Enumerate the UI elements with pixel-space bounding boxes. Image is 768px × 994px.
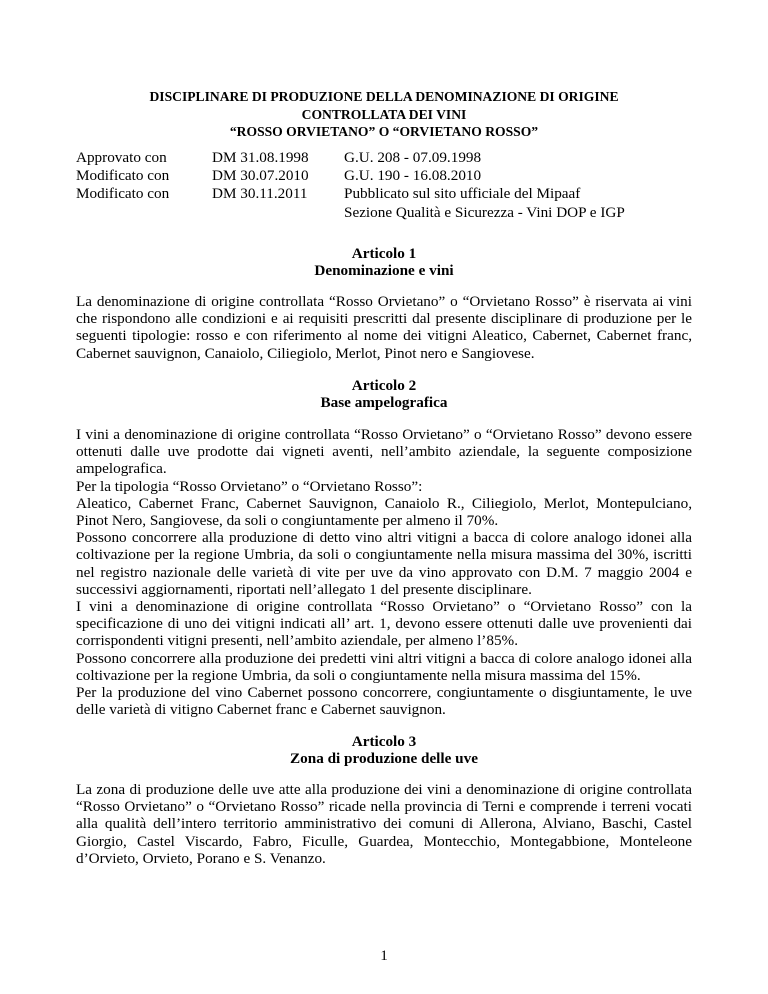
title-line-1: DISCIPLINARE DI PRODUZIONE DELLA DENOMINAZIONE DI ORIGINE xyxy=(149,89,619,104)
page-number: 1 xyxy=(380,947,388,964)
article-2-heading xyxy=(76,377,692,411)
approval-row xyxy=(76,167,692,185)
approval-row xyxy=(76,204,692,222)
article-title: Zona di produzione delle uve xyxy=(290,750,478,768)
article-title: Denominazione e vini xyxy=(314,262,454,280)
article-3-body xyxy=(76,781,692,867)
article-number: Articolo 2 xyxy=(351,377,417,394)
approval-row xyxy=(76,149,692,167)
approval-label: Modificato con xyxy=(76,185,170,203)
document-title xyxy=(76,88,692,141)
paragraph: La zona di produzione delle uve atte alla produzione dei vini a denominazione di origine controllata “Rosso Orvietano” o “Orvietano Rosso” ricade nella provincia di Terni e comprende i terreni vocati alla qualità dell’intero territorio amministrativo dei comuni di Allerona, Alviano, Baschi, Castel Giorgio, Castel Viscardo, Fabro, Ficulle, Guardea, Montecchio, Montegabbione, Monteleone d’Orvieto, Orvieto, Porano e S. Venanzo. xyxy=(76,781,692,867)
title-line-2: CONTROLLATA DEI VINI xyxy=(301,106,467,122)
article-number: Articolo 3 xyxy=(351,733,417,750)
approval-label: Modificato con xyxy=(76,167,170,185)
article-1-body xyxy=(76,293,692,362)
paragraph: I vini a denominazione di origine controllata “Rosso Orvietano” o “Orvietano Rosso” devono essere ottenuti dalle uve prodotte dai vigneti aventi, nell’ambito aziendale, la seguente composizione ampelografica. xyxy=(76,426,692,478)
approval-note: G.U. 208 - 07.09.1998 xyxy=(344,149,482,166)
approval-decree: DM 31.08.1998 xyxy=(212,149,309,166)
paragraph: Possono concorrere alla produzione di detto vino altri vitigni a bacca di colore analogo idonei alla coltivazione per la regione Umbria, da soli o congiuntamente nella misura massima del 30%, iscritti nel registro nazionale delle varietà di vite per uve da vino approvato con D.M. 7 maggio 2004 e successivi aggiornamenti, riportati nell’allegato 1 del presente disciplinare. xyxy=(76,529,692,598)
article-2-body-b xyxy=(76,598,692,718)
article-title: Base ampelografica xyxy=(320,394,448,412)
approval-note: G.U. 190 - 16.08.2010 xyxy=(344,167,482,185)
paragraph: La denominazione di origine controllata “Rosso Orvietano” o “Orvietano Rosso” è riservata ai vini che rispondono alle condizioni e ai requisiti prescritti dal presente disciplinare di produzione per le seguenti tipologie: rosso e con riferimento al nome dei vitigni Aleatico, Cabernet, Cabernet franc, Cabernet sauvignon, Canaiolo, Ciliegiolo, Merlot, Pinot nero e Sangiovese. xyxy=(76,293,692,362)
approval-row xyxy=(76,185,692,203)
approval-label: Approvato con xyxy=(76,149,167,166)
article-1-heading xyxy=(76,245,692,279)
article-2-body-a xyxy=(76,426,692,598)
approval-label xyxy=(76,204,212,222)
approval-decree: DM 30.11.2011 xyxy=(212,185,308,203)
article-number: Articolo 1 xyxy=(351,245,417,262)
approval-decree xyxy=(212,204,344,222)
paragraph: Possono concorrere alla produzione dei predetti vini altri vitigni a bacca di colore analogo idonei alla coltivazione per la regione Umbria, da soli o congiuntamente nella misura massima del 15%. xyxy=(76,649,692,684)
paragraph: Per la tipologia “Rosso Orvietano” o “Orvietano Rosso”: xyxy=(76,477,423,495)
approval-decree: DM 30.07.2010 xyxy=(212,167,309,185)
approval-note: Pubblicato sul sito ufficiale del Mipaaf xyxy=(344,185,581,203)
title-line-3: “ROSSO ORVIETANO” O “ORVIETANO ROSSO” xyxy=(229,124,539,140)
paragraph: Per la produzione del vino Cabernet possono concorrere, congiuntamente o disgiuntamente, le uve delle varietà di vitigno Cabernet franc e Cabernet sauvignon. xyxy=(76,684,692,719)
article-3-heading xyxy=(76,733,692,767)
paragraph: Aleatico, Cabernet Franc, Cabernet Sauvignon, Canaiolo R., Ciliegiolo, Merlot, Montepulciano, Pinot Nero, Sangiovese, da soli o congiuntamente per almeno il 70%. xyxy=(76,494,692,530)
approval-note: Sezione Qualità e Sicurezza - Vini DOP e IGP xyxy=(344,203,625,221)
approval-table xyxy=(76,149,692,222)
paragraph: I vini a denominazione di origine controllata “Rosso Orvietano” o “Orvietano Rosso” con la specificazione di uno dei vitigni indicati all’ art. 1, devono essere ottenuti dalle uve provenienti dai corrispondenti vitigni presenti, nell’ambito aziendale, per almeno l’85%. xyxy=(76,598,692,650)
